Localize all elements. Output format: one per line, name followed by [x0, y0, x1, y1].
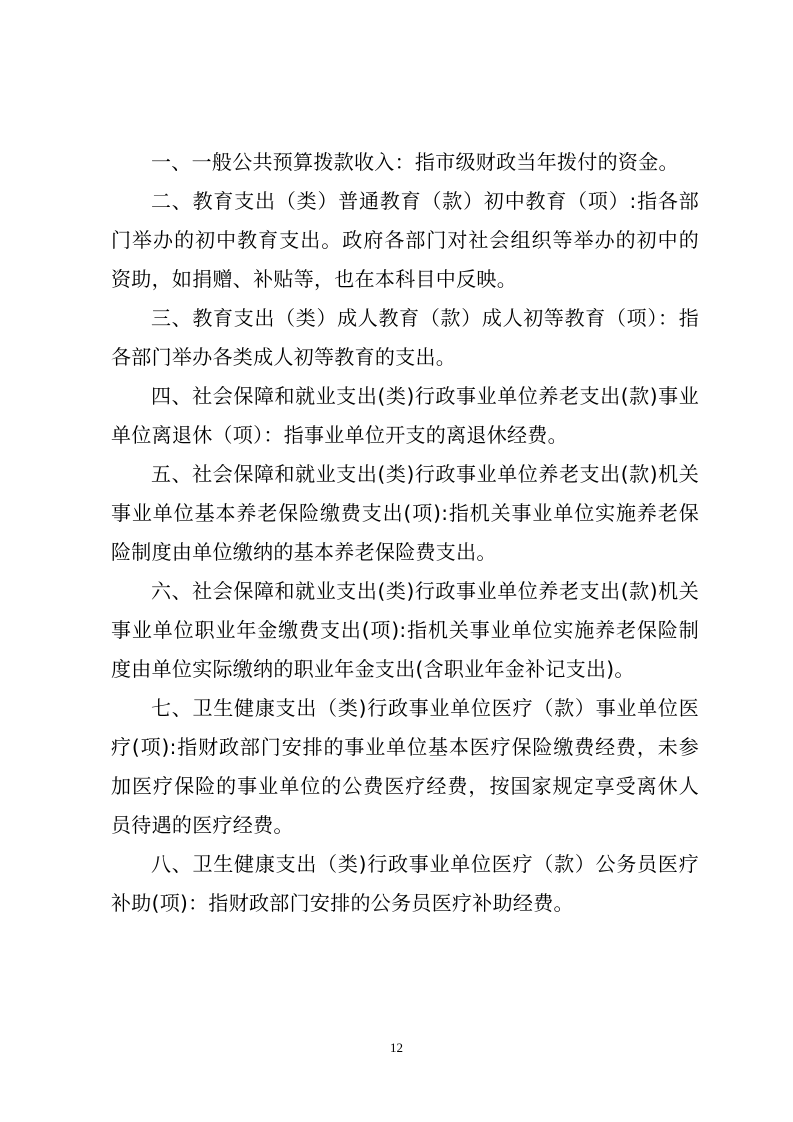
- paragraph-basic-pension-insurance: 五、社会保障和就业支出(类)行政事业单位养老支出(款)机关事业单位基本养老保险缴费支出(项):指机关事业单位实施养老保险制度由单位缴纳的基本养老保险费支出。: [111, 462, 699, 564]
- paragraph-junior-middle-education: 二、教育支出（类）普通教育（款）初中教育（项）:指各部门举办的初中教育支出。政府各部门对社会组织等举办的初中的资助，如捐赠、补贴等，也在本科目中反映。: [111, 189, 699, 291]
- paragraph-civil-servant-medical-subsidy: 八、卫生健康支出（类)行政事业单位医疗（款）公务员医疗补助(项)：指财政部门安排的公务员医疗补助经费。: [111, 852, 699, 915]
- page-number: 12: [390, 1040, 403, 1055]
- document-body: [111, 143, 699, 923]
- paragraph-general-budget-income: 一、一般公共预算拨款收入：指市级财政当年拨付的资金。: [151, 150, 679, 174]
- paragraph-occupational-annuity: 六、社会保障和就业支出(类)行政事业单位养老支出(款)机关事业单位职业年金缴费支出(项):指机关事业单位实施养老保险制度由单位实际缴纳的职业年金支出(含职业年金补记支出)。: [111, 579, 699, 681]
- paragraph-institution-retirement: 四、社会保障和就业支出(类)行政事业单位养老支出(款)事业单位离退休（项）：指事业单位开支的离退休经费。: [111, 384, 699, 447]
- paragraph-institution-medical: 七、卫生健康支出（类)行政事业单位医疗（款）事业单位医疗(项):指财政部门安排的事业单位基本医疗保险缴费经费，未参加医疗保险的事业单位的公费医疗经费，按国家规定享受离休人员待遇的医疗经费。: [111, 696, 699, 837]
- paragraph-adult-primary-education: 三、教育支出（类）成人教育（款）成人初等教育（项）：指各部门举办各类成人初等教育的支出。: [111, 306, 699, 369]
